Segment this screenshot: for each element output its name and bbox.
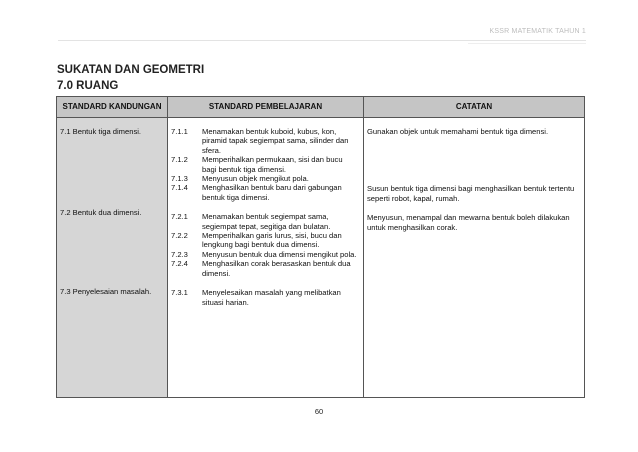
header-rule (58, 40, 586, 41)
running-title: KSSR MATEMATIK TAHUN 1 (489, 28, 586, 35)
kandungan-item: 7.1 Bentuk tiga dimensi. (60, 127, 142, 136)
list-item (168, 155, 363, 174)
item-code: 7.1.2 (171, 155, 188, 165)
item-code: 7.2.1 (171, 212, 188, 222)
table-row (57, 118, 585, 398)
item-text: Menyusun objek mengikut pola. (202, 174, 309, 184)
item-text: Menghasilkan bentuk baru dari gabungan bentuk tiga dimensi. (202, 183, 342, 202)
item-text: Memperihalkan garis lurus, sisi, bucu dan lengkung bagi bentuk dua dimensi. (202, 231, 342, 250)
kandungan-item: 7.3 Penyelesaian masalah. (60, 286, 152, 296)
item-code: 7.2.3 (171, 249, 188, 259)
note-text: Menyusun, menampal dan mewarna bentuk boleh dilakukan untuk menghasilkan corak. (367, 213, 570, 232)
section-title: SUKATAN DAN GEOMETRI (57, 64, 205, 76)
item-text: Menamakan bentuk segiempat sama, segiempat tepat, segitiga dan bulatan. (202, 212, 331, 231)
item-text: Menghasilkan corak berasaskan bentuk dua dimensi. (202, 259, 351, 278)
list-item (168, 127, 363, 155)
list-item (168, 259, 363, 278)
item-text: Menyelesaikan masalah yang melibatkan situasi harian. (202, 288, 341, 307)
kandungan-cell (57, 118, 168, 398)
catatan-cell (364, 118, 585, 398)
pembelajaran-cell (168, 118, 364, 398)
list-item (168, 250, 363, 259)
running-header (58, 28, 586, 40)
header-standard-pembelajaran: STANDARD PEMBELAJARAN (168, 97, 364, 118)
list-item (168, 288, 363, 307)
item-code: 7.1.3 (171, 174, 188, 184)
curriculum-table (56, 96, 585, 398)
list-item (168, 183, 363, 202)
kandungan-item: 7.2 Bentuk dua dimensi. (60, 208, 142, 218)
subsection-title: 7.0 RUANG (57, 80, 119, 92)
note-text: Susun bentuk tiga dimensi bagi menghasilkan bentuk tertentu seperti robot, kapal, rumah. (367, 184, 575, 203)
item-text: Memperihalkan permukaan, sisi dan bucu bagi bentuk tiga dimensi. (202, 155, 343, 174)
header-standard-kandungan: STANDARD KANDUNGAN (57, 97, 168, 118)
note-text: Gunakan objek untuk memahami bentuk tiga dimensi. (367, 127, 549, 136)
table-header-row (57, 97, 585, 118)
item-code: 7.1.1 (171, 127, 188, 136)
header-catatan: CATATAN (364, 97, 585, 118)
header-rule-accent (468, 43, 586, 44)
item-code: 7.1.4 (171, 183, 188, 193)
item-text: Menamakan bentuk kuboid, kubus, kon, piramid tapak segiempat sama, silinder dan sfera. (202, 127, 349, 155)
item-code: 7.2.2 (171, 231, 188, 241)
list-item (168, 174, 363, 183)
item-code: 7.2.4 (171, 259, 188, 269)
page-number: 60 (314, 407, 324, 416)
list-item (168, 212, 363, 231)
item-text: Menyusun bentuk dua dimensi mengikut pola. (202, 249, 357, 259)
item-code: 7.3.1 (171, 288, 188, 298)
list-item (168, 231, 363, 250)
